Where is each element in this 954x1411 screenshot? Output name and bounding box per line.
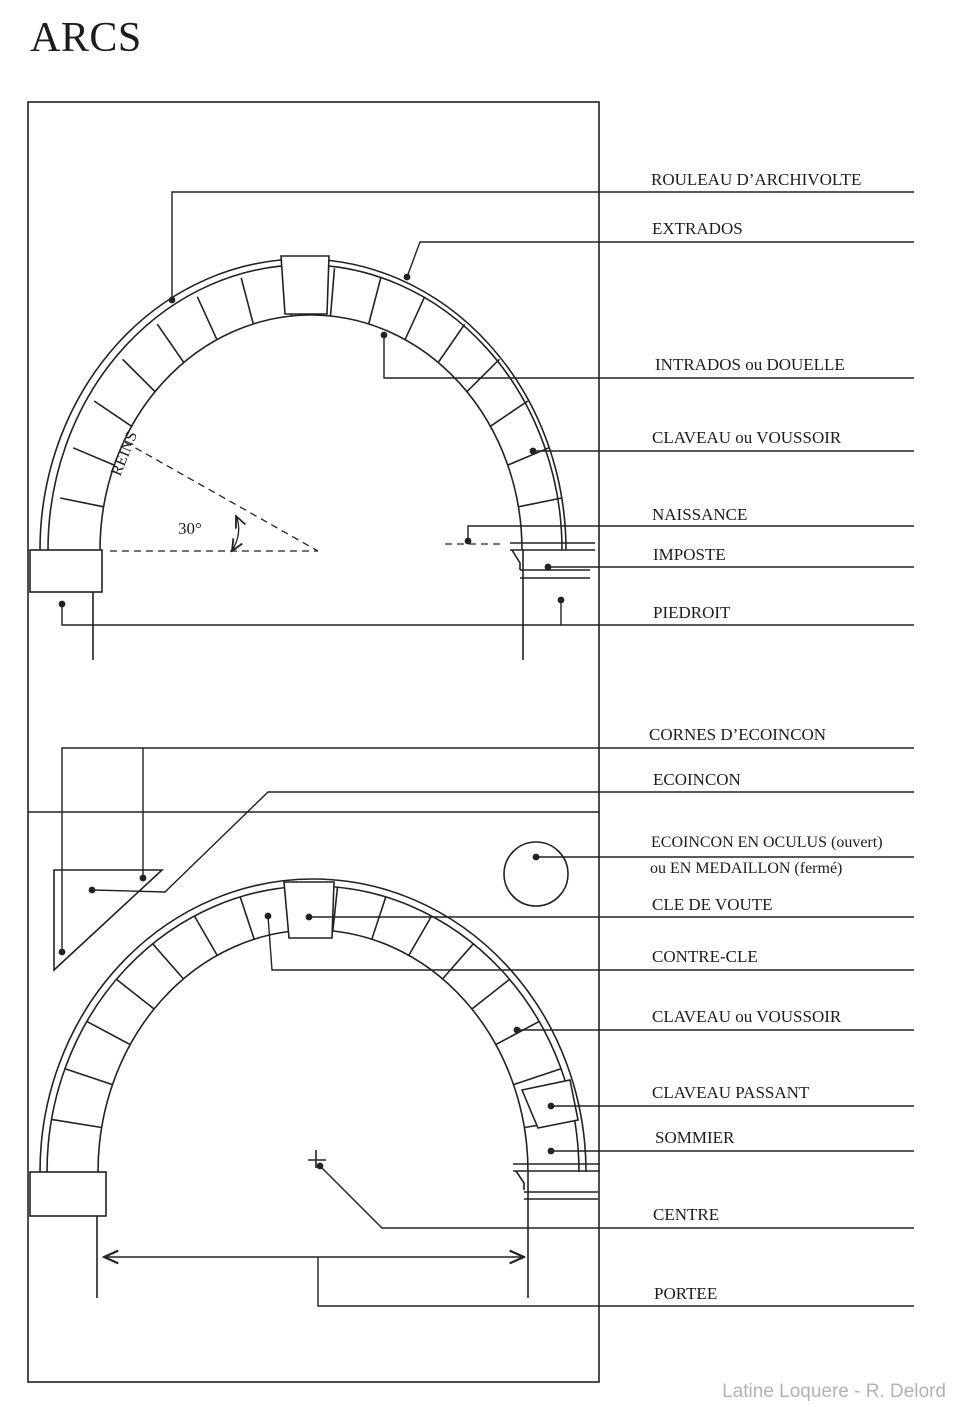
voussoir-joint <box>153 944 184 979</box>
label-extrados: EXTRADOS <box>652 219 743 238</box>
label-cornes: CORNES D’ECOINCON <box>649 725 827 744</box>
voussoir-joint <box>372 897 386 939</box>
voussoir-joint <box>52 1119 102 1127</box>
top-keystone <box>281 256 329 314</box>
label-oculus-2: ou EN MEDAILLON (fermé) <box>650 860 843 877</box>
top-intrados <box>100 315 522 550</box>
oculus <box>504 842 568 906</box>
credit: Latine Loquere - R. Delord <box>722 1381 946 1402</box>
label-centre: CENTRE <box>653 1205 720 1224</box>
voussoir-joint <box>241 278 253 324</box>
label-sommier: SOMMIER <box>655 1128 735 1147</box>
label-piedroit: PIEDROIT <box>653 603 731 622</box>
voussoir-joint <box>123 359 156 391</box>
voussoir-joint <box>194 916 217 955</box>
label-claveau-bottom: CLAVEAU ou VOUSSOIR <box>652 1007 842 1026</box>
reins-label: REINS <box>108 429 142 479</box>
voussoir-joint <box>438 324 465 362</box>
label-cle: CLE DE VOUTE <box>652 895 773 914</box>
page-title: ARCS <box>30 15 142 61</box>
top-leaders <box>62 192 914 625</box>
top-left-impost <box>30 550 102 592</box>
angle-label: 30° <box>178 519 202 538</box>
bottom-leaders <box>62 748 914 1306</box>
cornes-triangle <box>54 870 162 970</box>
voussoir-joint <box>409 916 432 955</box>
voussoir-joint <box>157 324 184 362</box>
voussoir-joint <box>240 897 254 939</box>
voussoir-joint <box>331 268 335 316</box>
bot-left-impost <box>30 1172 106 1216</box>
voussoir-joint <box>94 401 131 426</box>
voussoir-joint <box>443 944 474 979</box>
voussoir-joint <box>405 297 425 340</box>
label-imposte: IMPOSTE <box>653 545 726 564</box>
label-rouleau: ROULEAU D’ARCHIVOLTE <box>651 170 862 189</box>
bottom-arch <box>30 842 600 1298</box>
voussoir-joint <box>116 979 154 1009</box>
label-claveau-top: CLAVEAU ou VOUSSOIR <box>652 428 842 447</box>
voussoir-joint <box>65 1069 113 1085</box>
voussoir-joint <box>518 498 561 507</box>
voussoir-joint <box>467 359 500 391</box>
voussoir-joint <box>60 498 103 507</box>
voussoir-joint <box>490 401 527 426</box>
label-oculus-1: ECOINCON EN OCULUS (ouvert) <box>651 834 883 851</box>
bot-keystone <box>284 882 334 938</box>
voussoir-joint <box>472 979 510 1009</box>
voussoir-joint <box>369 278 381 324</box>
label-naissance: NAISSANCE <box>652 505 748 524</box>
label-claveau-passant: CLAVEAU PASSANT <box>652 1083 810 1102</box>
voussoir-joint <box>197 297 217 340</box>
label-portee: PORTEE <box>654 1284 718 1303</box>
voussoir-joint <box>514 1069 562 1085</box>
label-intrados: INTRADOS ou DOUELLE <box>655 355 845 374</box>
label-contre-cle: CONTRE-CLE <box>652 947 758 966</box>
label-ecoincon: ECOINCON <box>653 770 741 789</box>
bot-intrados <box>98 930 528 1172</box>
voussoir-joint <box>87 1021 130 1044</box>
voussoir-joint <box>73 448 114 465</box>
